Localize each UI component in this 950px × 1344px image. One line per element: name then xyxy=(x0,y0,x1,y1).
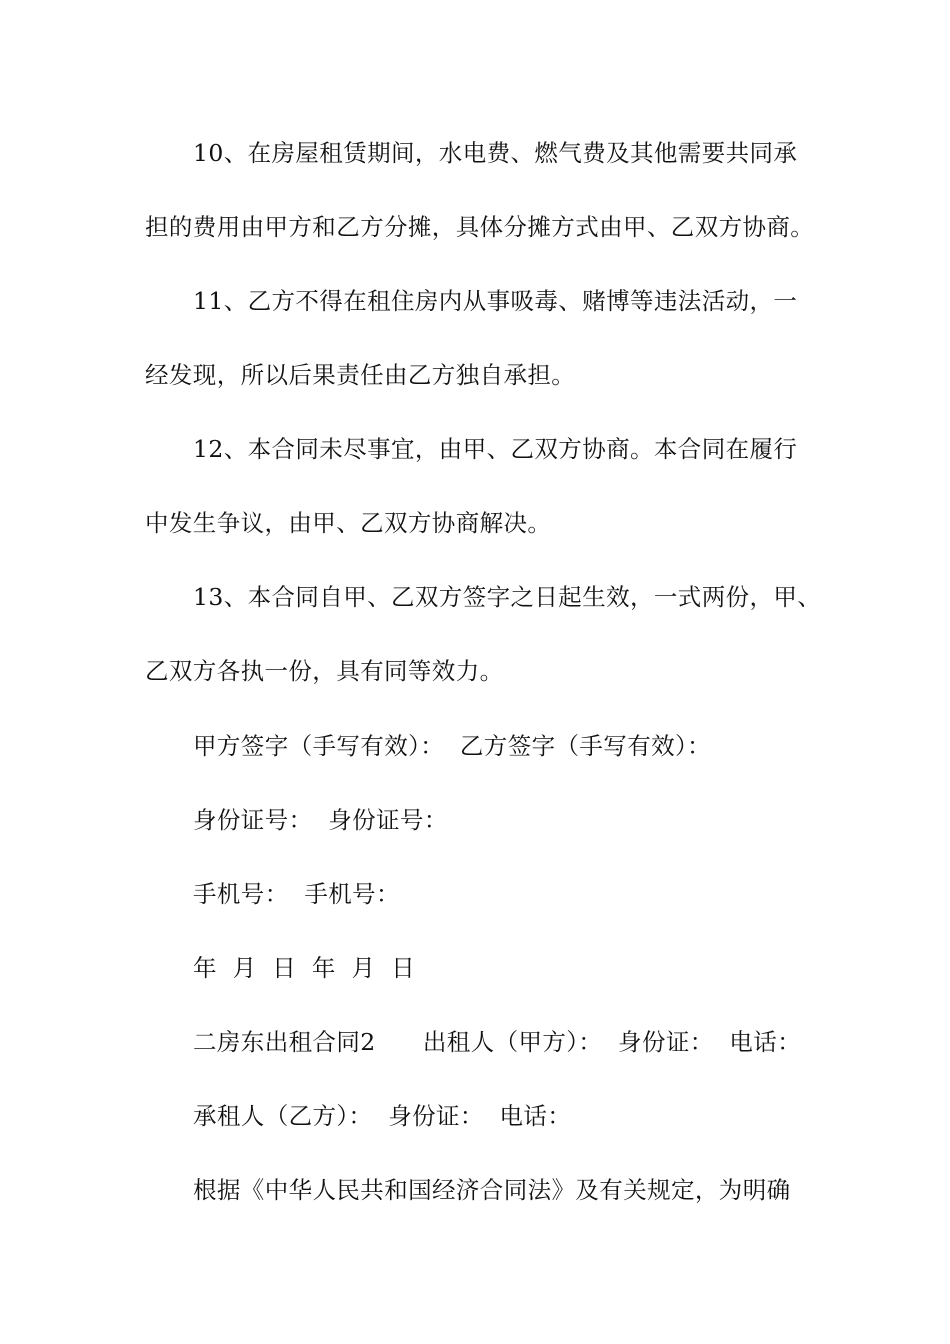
phone-number-line: 手机号： 手机号： xyxy=(193,880,400,908)
signature-line: 甲方签字（手写有效）： 乙方签字（手写有效）： xyxy=(193,732,712,760)
clause-12-line-2: 中发生争议，由甲、乙双方协商解决。 xyxy=(145,509,552,537)
clause-12-line-1: 12、本合同未尽事宜，由甲、乙双方协商。本合同在履行 xyxy=(193,435,798,463)
contract-2-heading-line: 二房东出租合同2 出租人（甲方）： 身份证： 电话： xyxy=(193,1028,802,1056)
clause-13-line-1: 13、本合同自甲、乙双方签字之日起生效，一式两份，甲、 xyxy=(193,583,822,611)
id-number-line: 身份证号： 身份证号： xyxy=(193,806,448,834)
clause-10-line-2: 担的费用由甲方和乙方分摊，具体分摊方式由甲、乙双方协商。 xyxy=(145,213,815,241)
clause-11-line-2: 经发现，所以后果责任由乙方独自承担。 xyxy=(145,361,576,389)
contract-2-preamble-line: 根据《中华人民共和国经济合同法》及有关规定，为明确 xyxy=(193,1176,791,1204)
clause-13-line-2: 乙双方各执一份，具有同等效力。 xyxy=(145,657,504,685)
date-line: 年 月 日 年 月 日 xyxy=(193,954,416,982)
clause-10-line-1: 10、在房屋租赁期间，水电费、燃气费及其他需要共同承 xyxy=(193,139,798,167)
clause-11-line-1: 11、乙方不得在租住房内从事吸毒、赌博等违法活动，一 xyxy=(193,287,798,315)
lessee-info-line: 承租人（乙方）： 身份证： 电话： xyxy=(193,1102,572,1130)
